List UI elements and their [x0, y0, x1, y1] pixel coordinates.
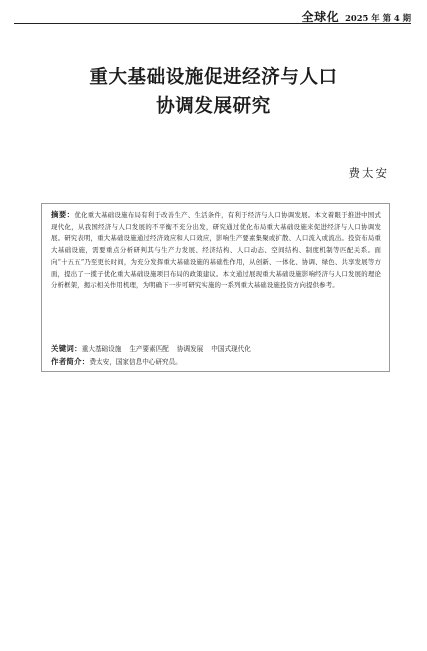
keyword: 生产要素匹配 — [129, 345, 169, 353]
keywords-label: 关键词： — [51, 344, 82, 353]
keyword: 协调发展 — [176, 345, 204, 353]
header-rule — [14, 23, 411, 24]
title-line-2: 协调发展研究 — [156, 96, 271, 117]
keywords — [51, 343, 381, 355]
author-info-label: 作者简介： — [51, 357, 90, 366]
abstract-text: 优化重大基础设施布局有利于改善生产、生活条件，有利于经济与人口协调发展。本文着眼于推进中国式现代化，从我国经济与人口发展的不平衡不充分出发，研究通过优化布局重大基础设施来促进经济与人口协调发展。研究表明，重大基础设施通过经济效应和人口效应，影响生产要素集聚或扩散、人口流入或流出。投资布局重大基础设施，需要重点分析研判其与生产力发展、经济结构、人口动态、空间结构、制度机制等匹配关系。面向“十五五”乃至更长时间，为充分发挥重大基础设施的基础性作用，从创新、一体化、协调、绿色、共享发展等方面，提出了一揽子优化重大基础设施项目布局的政策建议。本文通过展现重大基础设施影响经济与人口发展的理论分析框架，揭示相关作用机理，为明确下一步可研究实施的一系列重大基础设施投资方向提供参考。 — [51, 211, 381, 290]
keyword: 中国式现代化 — [211, 345, 251, 353]
author-info-text: 费太安，国家信息中心研究员。 — [89, 358, 182, 366]
abstract-label: 摘要： — [51, 210, 75, 219]
keyword: 重大基础设施 — [81, 345, 122, 353]
author-info — [51, 356, 381, 368]
author-name: 费太安 — [348, 166, 389, 180]
journal-name: 全球化 — [301, 10, 340, 24]
article-title — [20, 63, 407, 121]
title-line-1: 重大基础设施促进经济与人口 — [89, 67, 338, 88]
issue-number: 2025 年 第 4 期 — [345, 13, 411, 23]
abstract — [51, 209, 381, 292]
